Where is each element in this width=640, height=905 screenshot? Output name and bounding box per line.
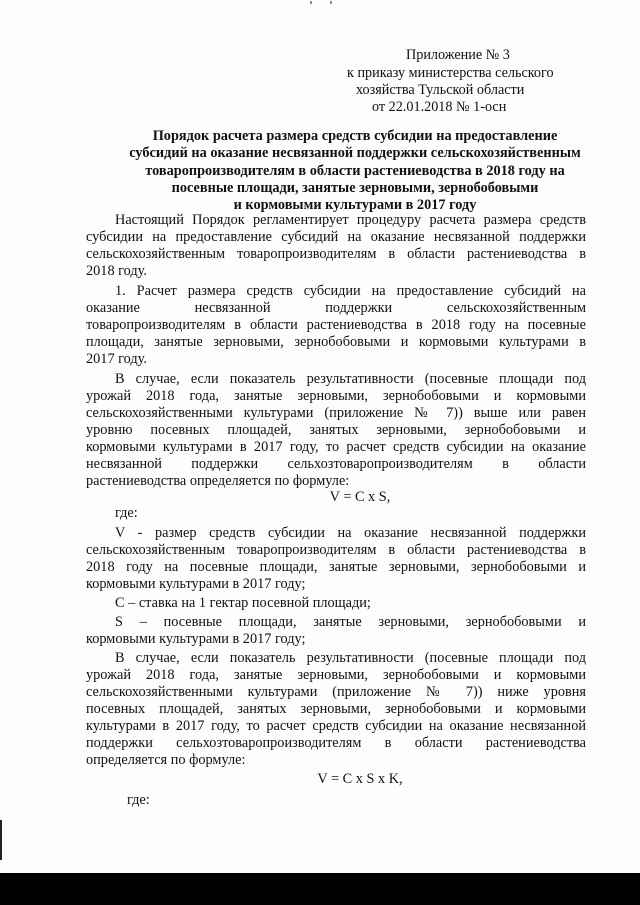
body-line: сельскохозяйственным товаропроизводителям в области растениеводства в	[86, 246, 586, 262]
body-line: растениеводства определяется по формуле:	[86, 473, 350, 489]
body-line: С – ставка на 1 гектар посевной площади;	[115, 595, 371, 611]
body-line: сельскохозяйственными культурами (приложение № 7)) ниже уровня	[86, 684, 586, 700]
body-line: сельскохозяйственными культурами (приложение № 7)) выше или равен	[86, 405, 586, 421]
body-line: посевных площадей, занятых зерновыми, зернобобовыми и кормовыми	[86, 701, 586, 717]
body-line: субсидии на предоставление субсидий на оказание несвязанной поддержки	[86, 229, 586, 245]
body-line: сельскохозяйственным товаропроизводителям в области растениеводства в	[86, 542, 586, 558]
document-title	[90, 128, 620, 214]
body-line: несвязанной поддержки сельхозтоваропроизводителям в области	[86, 456, 586, 472]
appendix-ministry-line: хозяйства Тульской области	[356, 82, 525, 98]
body-line: товаропроизводителям в области растениеводства в 2018 году на посевные	[86, 317, 586, 333]
body-line: определяется по формуле:	[86, 752, 246, 768]
body-line: 1. Расчет размера средств субсидии на предоставление субсидий на	[115, 283, 586, 299]
body-line: V - размер средств субсидии на оказание несвязанной поддержки	[115, 525, 586, 541]
body-line: S – посевные площади, занятые зерновыми, зернобобовыми и	[115, 614, 586, 630]
body-line: где:	[127, 792, 150, 808]
body-line: Настоящий Порядок регламентирует процедуру расчета размера средств	[115, 212, 586, 228]
body-line: поддержки сельхозтоваропроизводителям в области растениеводства	[86, 735, 586, 751]
body-line: 2018 году на посевные площади, занятые зерновыми, зернобобовыми и	[86, 559, 586, 575]
body-line: урожай 2018 года, занятые зерновыми, зернобобовыми и кормовыми	[86, 388, 586, 404]
body-line: В случае, если показатель результативности (посевные площади под	[115, 650, 586, 666]
body-line: кормовыми культурами в 2017 году;	[86, 576, 306, 592]
appendix-date-line: от 22.01.2018 № 1-осн	[372, 99, 507, 115]
formula: V = C x S,	[329, 489, 391, 505]
body-line: кормовыми культурами в 2017 году;	[86, 631, 306, 647]
scan-bottom-border	[0, 873, 640, 905]
title-line: товаропроизводителям в области растениеводства в 2018 году на	[145, 162, 565, 179]
formula: V = C x S x K,	[317, 771, 403, 787]
body-line: 2017 году.	[86, 351, 147, 367]
title-line: посевные площади, занятые зерновыми, зернобобовыми	[171, 179, 539, 196]
appendix-number: Приложение № 3	[406, 47, 510, 63]
body-line: урожай 2018 года, занятые зерновыми, зернобобовыми и кормовыми	[86, 667, 586, 683]
body-line: где:	[115, 505, 138, 521]
body-line: оказание несвязанной поддержки сельскохозяйственным	[86, 300, 586, 316]
body-line: культурами в 2017 году, то расчет средств субсидии на оказание несвязанной	[86, 718, 586, 734]
body-line: уровню посевных площадей, занятых зерновыми, зернобобовыми и	[86, 422, 586, 438]
title-line: и кормовыми культурами в 2017 году	[233, 197, 477, 214]
body-line: 2018 году.	[86, 263, 147, 279]
body-line: В случае, если показатель результативности (посевные площади под	[115, 371, 586, 387]
appendix-order-line: к приказу министерства сельского	[347, 65, 554, 81]
title-line: Порядок расчета размера средств субсидии на предоставление	[152, 128, 558, 144]
body-line: кормовыми культурами в 2017 году, то расчет средств субсидии на оказание	[86, 439, 586, 455]
scan-mark	[300, 0, 360, 8]
scan-edge	[0, 820, 2, 860]
body-line: площади, занятые зерновыми, зернобобовыми и кормовыми культурами в	[86, 334, 586, 350]
title-line: субсидий на оказание несвязанной поддержки сельскохозяйственным	[129, 145, 581, 162]
